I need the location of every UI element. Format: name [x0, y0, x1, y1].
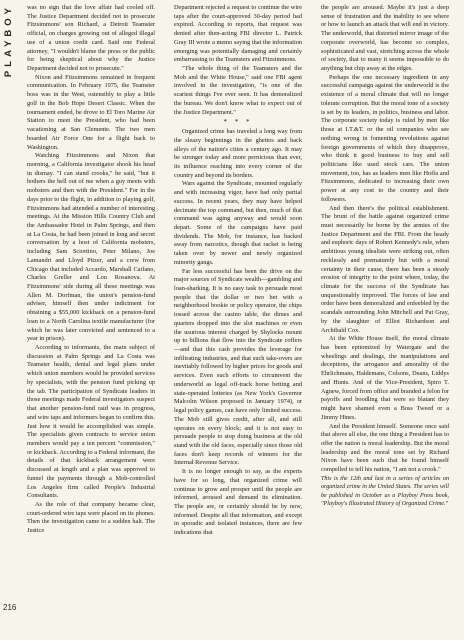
paragraph: It is no longer enough to say, as the experts have for so long, that organized crime will continue to grow and prosper until the people are informed, aroused and demand its elimination. The people are, or certainly should be by now, informed. Despite all that information, and except in sporadic and isolated instances, there are few indications that: [174, 468, 302, 537]
paragraph: Department rejected a request to continue the wire taps after the court-approved 30-day period had expired. According to reports, that request was denied after then-acting FBI director L. Patrick Gray III wrote a memo saying that the information emerging was potentially damaging and certainly embarrassing to the Teamsters and Fitzsimmons.: [174, 4, 302, 64]
paragraph: As the role of that company became clear, court-ordered wire taps were placed on its phones. Then the investigation came to a sudden halt. The Justice: [27, 500, 155, 535]
paragraph: Wars against the Syndicate, mounted regularly and with increasing vigor, have had only partial success. In recent years, they may have helped decimate the top command, but then, much of that command was aging anyway and would soon depart. Some of the campaigns have paid dividends. The Mob, for instance, has backed away from narcotics, though that racket is being taken over by newer and newly organized minority gangs.: [174, 180, 302, 266]
paragraph: the people are aroused. Maybe it's just a deep sense of frustration and the inability to see where or how to launch an attack that will end in victory. The underworld, that distorted mirror image of the corporate overworld, has become so complex, sophisticated and vast, stretching across the whole of society, that to many it seems impossible to do anything but chip away at the edges.: [321, 4, 449, 73]
series-endnote: This is the 12th and last in a series of articles on organized crime in the United States. The series will be published in October as a Playboy Press book, "Playboy's Illustrated History of Organized Crime.": [321, 475, 449, 508]
paragraph: Watching Fitzsimmons and Nixon that morning, a California investigator shook his head in dismay. "I can stand crooks," he said, "but it bothers the hell out of me when a guy meets with mobsters and then with the President." For in the days prior to the flight, in addition to playing golf, Fitzsimmons had attended a number of interesting meetings. At the Mission Hills Country Club and the Ambassador Hotel in Palm Springs, and then at La Costa, he had been joined in long and secret conversation by a host of California mobsters, including Sam Sciortino, Peter Milano, Joe Lamandri and Lloyd Pitzer, and a crew from Chicago that included Accardo, Marshall Caifano, Charles Greller and Lou Rosanova. At Fitzsimmons' side during all these meetings was Allen M. Dorfman, the union's pension-fund adviser, himself then under indictment for obtaining a $55,000 kickback on a pension-fund loan to a North Carolina textile manufacturer (for which he was later convicted and sentenced to a year in prison).: [27, 152, 155, 343]
section-separator: * * *: [223, 118, 253, 127]
text-column-2: [174, 4, 302, 635]
paragraph: Nixon and Fitzsimmons remained in frequent communication. In February 1975, the Teamster boss was in the West, ostensibly to play a little golf in the Bob Hope Desert Classic. When the tournament ended, he drove to El Toro Marine Air Station to meet the President, who had been vacationing at San Clemente. The two men boarded Air Force One for a flight back to Washington.: [27, 73, 155, 151]
masthead: PLAYBOY: [3, 4, 14, 78]
text-column-1: [27, 4, 155, 635]
paragraph: "The whole thing of the Teamsters and the Mob and the White House," said one FBI agent involved in the investigation, "is one of the scariest things I've ever seen. It has demoralized the bureau. We don't know what to expect out of the Justice Department.": [174, 65, 302, 116]
paragraph: Perhaps the one necessary ingredient in any successful campaign against the underworld is the existence of a moral climate that will no longer tolerate corruption. But the moral tone of a society is set by its leaders, in politics, business and labor. The corporate society today is ruled by men like those at I.T.&T. or the oil companies who see nothing wrong in fomenting revolutions against foreign governments of which they disapprove, who think it good business to buy and sell politicians like used stock cars. The union movement, too, has as leaders men like Hoffa and Fitzsimmons, dedicated to increasing their own power at any cost to the country and their followers.: [321, 73, 449, 203]
paragraph: Far less successful has been the drive on the major sources of Syndicate wealth—gambling and loan-sharking. It is no easy task to persuade most people that the dollar or two bet with a neighborhood bookie or policy operator, the chips tossed across the casino table, the dimes and quarters dropped into the slot machines or even the usurious interest charged by Shylocks mount up to billions that flow into the Syndicate coffers—and that this cash provides the leverage for infiltrating industries, and that such take-overs are inevitably followed by higher prices for goods and services. Even such efforts to circumvent the underworld as legal off-track horse betting and state-operated lotteries (as New York's Governor Malcolm Wilson proposed in January 1974), or legal policy games, can have only limited success. The Mob still gives credit, after all, and still operates on every block; and it is not easy to persuade people to stop doing business at the old stand with the old faces, especially since those old faces don't keep records of winners for the Internal Revenue Service.: [174, 267, 302, 467]
paragraph: was no sign that the love affair had cooled off. The Justice Department decided not to prosecute Fitzsimmons' son Richard, a Detroit Teamster official, on charges growing out of alleged illegal use of a union credit card. Said one Federal attorney, "I wouldn't blame the press or the public for being skeptical about why the Justice Department decided not to prosecute.": [27, 4, 155, 73]
paragraph: According to informants, the main subject of discussion at Palm Springs and La Costa was Teamster health, dental and legal plans under which union members would be provided services by specialists, with the pension fund picking up the tab. The participation of Syndicate leaders in those meetings made Federal investigators suspect that another pension-fund raid was in progress, and wire taps and informers began to confirm this. Just how it would be accomplished was simple. The specialists given contracts to service union members would pay a ten percent "commission," or kickback. According to a Federal informant, the details of that kickback arrangement were discussed at length and a plan was approved to funnel the payments through a Mob-controlled Los Angeles firm called People's Industrial Consultants.: [27, 344, 155, 500]
paragraph: Organized crime has traveled a long way from the sleazy beginnings in the ghettos and back alleys of the nation's cities a century ago. It may be stronger today and more pernicious than ever, its influence reaching into every corner of the country and beyond its borders.: [174, 128, 302, 179]
page-number: 216: [3, 603, 17, 612]
paragraph: At the White House itself, the moral climate has been epitomized by Watergate and the wheelings and dealings, the manipulations and deceptions, the arrogance and amorality of the Ehrlichmans, Haldemans, Colsons, Deans, Liddys and Hunts. And of the Vice-President, Spiro T. Agnew, forced from office and branded a felon for payoffs and boodling that were so blatant they might have shamed even a Boss Tweed or a Jimmy Hines.: [321, 335, 449, 421]
paragraph: And then there's the political establishment. The brunt of the battle against organized crime must necessarily be borne by the armies of the Justice Department and the FBI. From the heady and euphoric days of Robert Kennedy's rule, when ambitious young idealists were striking out, often recklessly and prematurely but with a moral certainty in their cause, there has been a steady erosion of integrity to the point where, today, the climate for the success of the Syndicate has unquestionably improved. The forces of law and order have been demoralized and enfeebled by the scandals surrounding John Mitchell and Pat Gray, by the slaughter of Elliot Richardson and Archibald Cox.: [321, 204, 449, 334]
paragraph: And the President himself. Someone once said that above all else, the one thing a President has to offer the nation is moral leadership. But the moral leadership and the moral tone set by Richard Nixon have been such that he found himself compelled to tell his nation, "I am not a crook.": [321, 422, 449, 474]
text-column-3: [321, 4, 449, 635]
